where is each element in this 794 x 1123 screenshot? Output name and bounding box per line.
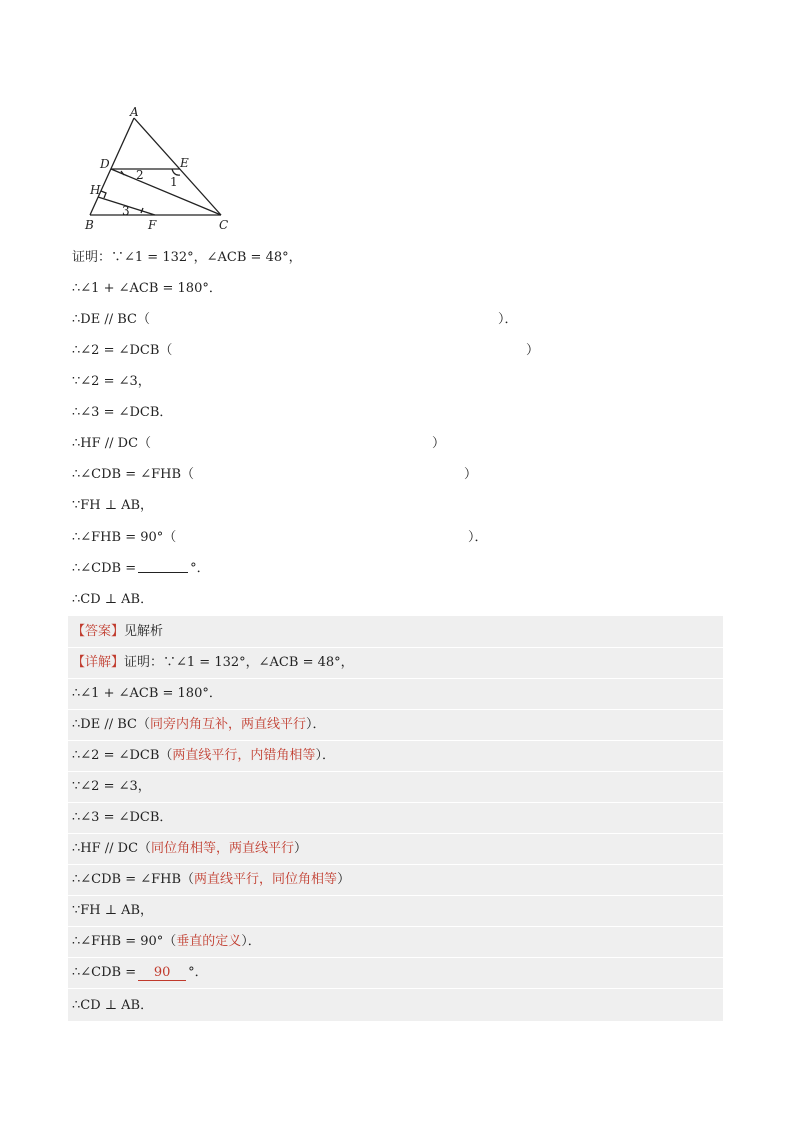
label-angle-2: 2 <box>136 168 144 182</box>
label-b: B <box>85 218 94 232</box>
answer-reason: 同旁内角互补，两直线平行 <box>149 717 306 732</box>
answer-line: ∵FH ⊥ AB， <box>72 903 154 918</box>
answer-heading: 【答案】见解析 <box>72 624 164 639</box>
answer-line: ∴∠2 = ∠DCB（两直线平行，内错角相等）． <box>72 748 335 763</box>
row-divider <box>68 740 723 741</box>
proof-line: ∴∠2 = ∠DCB（ ） <box>72 341 542 361</box>
label-f: F <box>148 218 157 232</box>
answer-line: ∴∠CDB = ∠FHB（两直线平行，同位角相等） <box>72 872 351 887</box>
row-divider <box>68 802 723 803</box>
label-e: E <box>180 156 189 170</box>
paren-close: ）． <box>498 312 518 327</box>
answer-line: ∴HF // DC（同位角相等，两直线平行） <box>72 841 308 856</box>
paren-close: ） <box>526 343 540 358</box>
row-divider <box>68 771 723 772</box>
proof-line: ∴DE // BC（ ）． <box>72 310 532 330</box>
answer-blank[interactable] <box>138 559 188 573</box>
row-divider <box>68 709 723 710</box>
side-ac <box>134 118 221 215</box>
label-a: A <box>130 105 139 119</box>
right-angle-mark <box>101 191 106 198</box>
answer-reason: 两直线平行，内错角相等 <box>172 748 316 763</box>
answer-tag: 【答案】 <box>72 624 125 639</box>
proof-line: ∴CD ⊥ AB． <box>72 592 154 607</box>
proof-line: ∴∠CDB = °． <box>72 561 210 576</box>
proof-line: ∵FH ⊥ AB， <box>72 498 154 513</box>
angle-3-tick <box>141 208 143 213</box>
row-divider <box>68 864 723 865</box>
answer-line: ∴∠CDB = 90 °． <box>72 965 208 980</box>
row-divider <box>68 957 723 958</box>
answer-line: ∵∠2 = ∠3， <box>72 779 151 794</box>
label-angle-1: 1 <box>170 175 178 189</box>
answer-line: ∴DE // BC（同旁内角互补，两直线平行）． <box>72 717 326 732</box>
answer-value: 90 <box>138 965 186 981</box>
row-divider <box>68 895 723 896</box>
label-c: C <box>219 218 229 232</box>
row-divider <box>68 988 723 989</box>
side-ab <box>90 118 134 215</box>
triangle-figure <box>82 102 242 234</box>
answer-line: ∴∠1 + ∠ACB = 180°． <box>72 686 222 701</box>
answer-line: 【详解】证明：∵∠1 = 132°，∠ACB = 48°， <box>72 655 354 670</box>
answer-line: ∴CD ⊥ AB． <box>72 998 154 1013</box>
answer-reason: 两直线平行，同位角相等 <box>194 872 338 887</box>
proof-line: ∴∠CDB = ∠FHB（ ） <box>72 465 482 485</box>
row-divider <box>68 833 723 834</box>
row-divider <box>68 678 723 679</box>
proof-line: ∴∠FHB = 90°（ ）． <box>72 528 502 548</box>
paren-close: ） <box>464 467 478 482</box>
proof-line: ∵∠2 = ∠3， <box>72 374 151 389</box>
answer-reason: 垂直的定义 <box>176 934 242 949</box>
proof-line: ∴HF // DC（ ） <box>72 434 452 454</box>
proof-line: ∴∠3 = ∠DCB． <box>72 405 173 420</box>
proof-line: ∴∠1 + ∠ACB = 180°． <box>72 281 222 296</box>
answer-line: ∴∠FHB = 90°（垂直的定义）． <box>72 934 261 949</box>
proof-line: 证明：∵∠1 = 132°，∠ACB = 48°， <box>72 250 302 265</box>
row-divider <box>68 647 723 648</box>
label-angle-3: 3 <box>122 204 130 218</box>
paren-close: ）． <box>468 530 488 545</box>
row-divider <box>68 926 723 927</box>
detail-tag: 【详解】 <box>72 655 125 670</box>
paren-close: ） <box>432 436 446 451</box>
label-d: D <box>100 157 110 171</box>
answer-reason: 同位角相等，两直线平行 <box>151 841 295 856</box>
label-h: H <box>90 183 101 197</box>
answer-line: ∴∠3 = ∠DCB． <box>72 810 173 825</box>
